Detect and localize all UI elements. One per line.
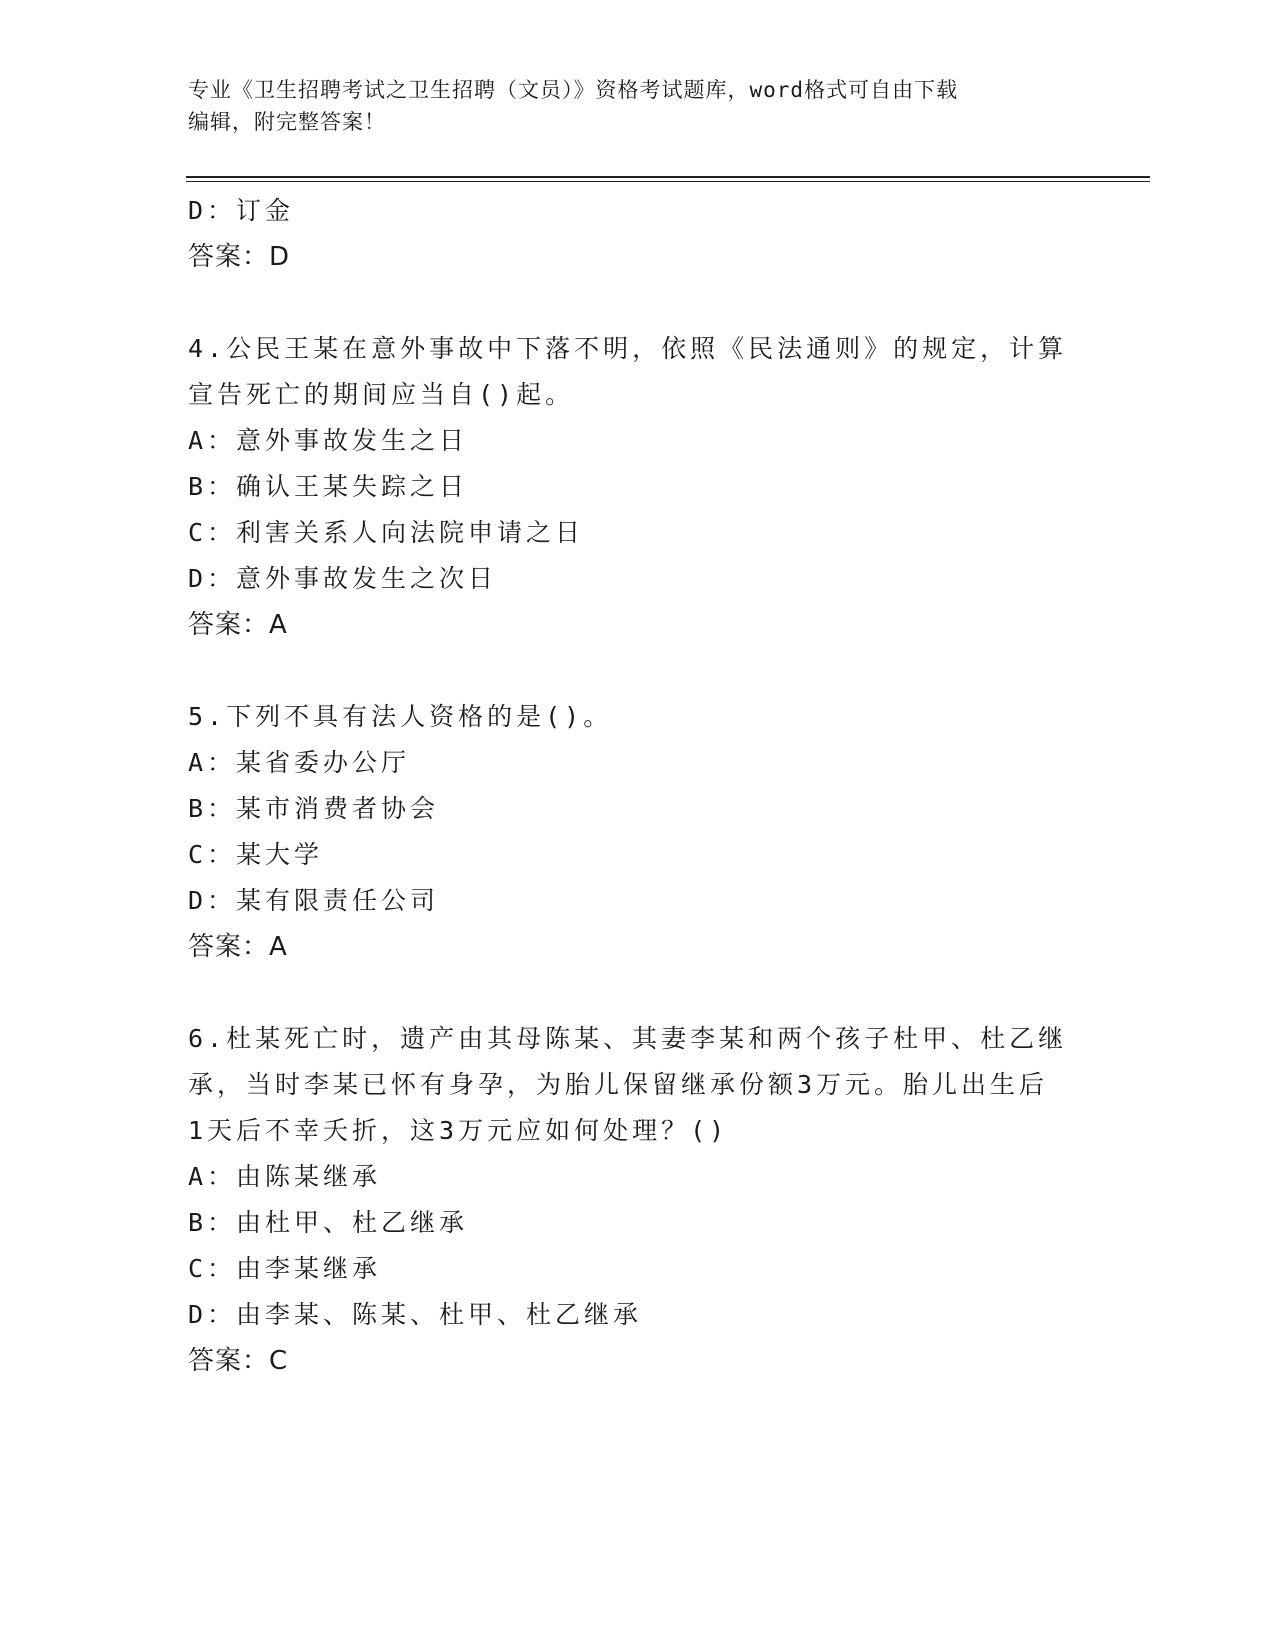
- option-d: D：某有限责任公司: [188, 886, 440, 915]
- question-5: [188, 694, 1068, 970]
- option-a: A：由陈某继承: [188, 1162, 382, 1191]
- option-c: C：某大学: [188, 840, 324, 869]
- answer: 答案：D: [188, 242, 291, 272]
- question-4: [188, 326, 1068, 648]
- option-b: B：由杜甲、杜乙继承: [188, 1208, 469, 1237]
- document-content: [188, 188, 1068, 1384]
- spacer: [188, 970, 1068, 1016]
- option-d: D：由李某、陈某、杜甲、杜乙继承: [188, 1300, 643, 1329]
- header-line-2: 编辑，附完整答案！: [188, 110, 386, 134]
- header-rule-thick: [186, 176, 1150, 178]
- option-c: C：利害关系人向法院申请之日: [188, 518, 585, 547]
- question-text-line-1: 6.杜某死亡时，遗产由其母陈某、其妻李某和两个孩子杜甲、杜乙继: [188, 1024, 1068, 1053]
- header-rule-thin: [186, 181, 1150, 182]
- answer: 答案：A: [188, 610, 288, 640]
- question-text-line-2: 承，当时李某已怀有身孕，为胎儿保留继承份额3万元。胎儿出生后: [188, 1070, 1049, 1099]
- header-line-1: 专业《卫生招聘考试之卫生招聘（文员）》资格考试题库，word格式可自由下载: [188, 78, 959, 102]
- answer: 答案：A: [188, 932, 288, 962]
- question-6: [188, 1016, 1068, 1384]
- option-b: B：某市消费者协会: [188, 794, 440, 823]
- answer: 答案：C: [188, 1346, 289, 1376]
- question-text-line-1: 5.下列不具有法人资格的是()。: [188, 702, 613, 731]
- option-a: A：某省委办公厅: [188, 748, 411, 777]
- question-text-line-2: 宣告死亡的期间应当自()起。: [188, 380, 575, 409]
- option-d: D：订金: [188, 196, 295, 225]
- option-d: D：意外事故发生之次日: [188, 564, 498, 593]
- option-b: B：确认王某失踪之日: [188, 472, 469, 501]
- spacer: [188, 648, 1068, 694]
- question-text-line-3: 1天后不幸夭折，这3万元应如何处理？(): [188, 1116, 729, 1145]
- page-header: [188, 74, 1088, 138]
- question-text-line-1: 4.公民王某在意外事故中下落不明，依照《民法通则》的规定，计算: [188, 334, 1068, 363]
- question-3-tail: [188, 188, 1068, 280]
- spacer: [188, 280, 1068, 326]
- option-a: A：意外事故发生之日: [188, 426, 469, 455]
- option-c: C：由李某继承: [188, 1254, 382, 1283]
